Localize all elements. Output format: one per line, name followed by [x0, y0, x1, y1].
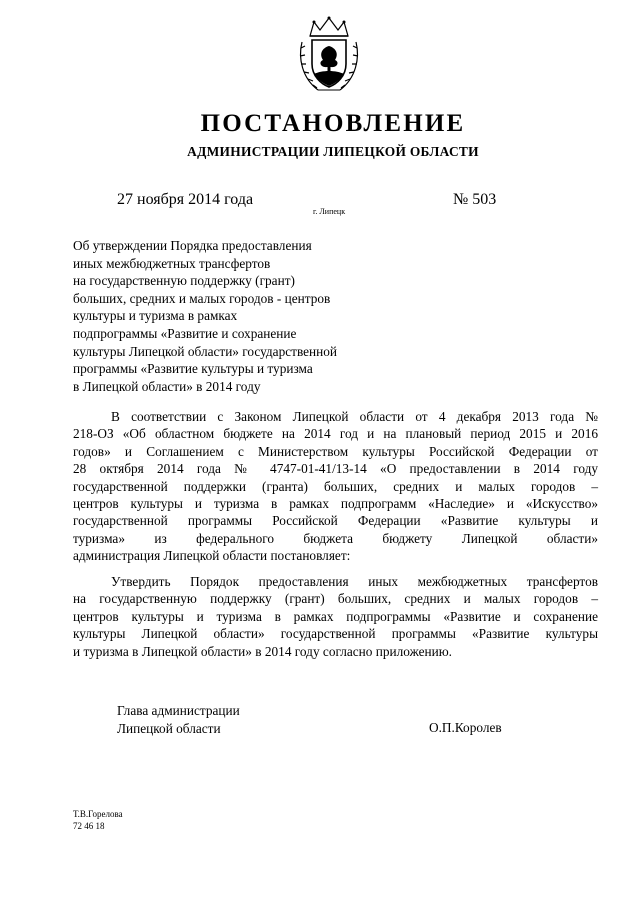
paragraph-line: В соответствии с Законом Липецкой области от 4 декабря 2013 года №	[111, 409, 598, 424]
paragraph-line: 218-ОЗ «Об областном бюджете на 2014 год и на плановый период 2015 и 2016	[73, 426, 598, 442]
executor-block	[73, 808, 123, 832]
paragraph-line: на государственную поддержку (грант) больших, средних и малых городов –	[73, 591, 598, 607]
paragraph-line: Утвердить Порядок предоставления иных межбюджетных трансфертов	[111, 574, 598, 589]
heading-line: подпрограммы «Развитие и сохранение	[73, 325, 297, 341]
heading-line: больших, средних и малых городов - центров	[73, 290, 331, 306]
heading-line: на государственную поддержку (грант)	[73, 273, 295, 289]
paragraph-line: центров культуры и туризма в рамках подпрограммы «Развитие и сохранение	[73, 608, 598, 624]
paragraph-line: государственной программы Российской Федерации «Развитие культуры и	[73, 513, 598, 529]
heading-line: Об утверждении Порядка предоставления	[73, 238, 312, 253]
body-paragraph-1	[73, 408, 598, 565]
document-date: 27 ноября 2014 года	[117, 191, 254, 208]
heading-line: иных межбюджетных трансфертов	[73, 255, 271, 271]
heading-line: в Липецкой области» в 2014 году	[73, 378, 261, 394]
signature-block	[117, 702, 240, 738]
document-city: г. Липецк	[313, 207, 346, 216]
lipetsk-coat-of-arms-icon	[296, 16, 362, 96]
executor-name: Т.В.Горелова	[73, 809, 123, 819]
paragraph-line: 28 октября 2014 года № 4747-01-41/13-14 «О предоставлении в 2014 году	[73, 461, 598, 477]
signatory-position-line: Глава администрации	[117, 703, 240, 718]
document-number: № 503	[453, 191, 497, 208]
paragraph-line: культуры Липецкой области» государственной программы «Развитие культуры	[73, 626, 598, 642]
heading-line: программы «Развитие культуры и туризма	[73, 361, 313, 377]
document-title: ПОСТАНОВЛЕНИЕ	[200, 110, 466, 137]
signatory-position-line: Липецкой области	[117, 721, 221, 736]
paragraph-line: центров культуры и туризма в рамках подпрограмм «Наследие» и «Искусство»	[73, 496, 598, 512]
executor-phone: 72 46 18	[73, 821, 105, 831]
document-subtitle: АДМИНИСТРАЦИИ ЛИПЕЦКОЙ ОБЛАСТИ	[187, 144, 479, 159]
paragraph-line: и туризма в Липецкой области» в 2014 году согласно приложению.	[73, 643, 453, 659]
document-heading	[73, 237, 337, 395]
paragraph-line: туризма» из федерального бюджета бюджету Липецкой области»	[73, 530, 598, 546]
paragraph-line: годов» и Соглашением с Министерством культуры Российской Федерации от	[73, 443, 598, 459]
body-paragraph-2	[73, 573, 598, 660]
heading-line: культуры и туризма в рамках	[73, 308, 238, 324]
heading-line: культуры Липецкой области» государственной	[73, 343, 338, 359]
signatory-name: О.П.Королев	[429, 720, 502, 735]
paragraph-line: администрация Липецкой области постановляет:	[73, 548, 351, 564]
paragraph-line: государственной поддержки (гранта) больших, средних и малых городов –	[73, 478, 598, 494]
